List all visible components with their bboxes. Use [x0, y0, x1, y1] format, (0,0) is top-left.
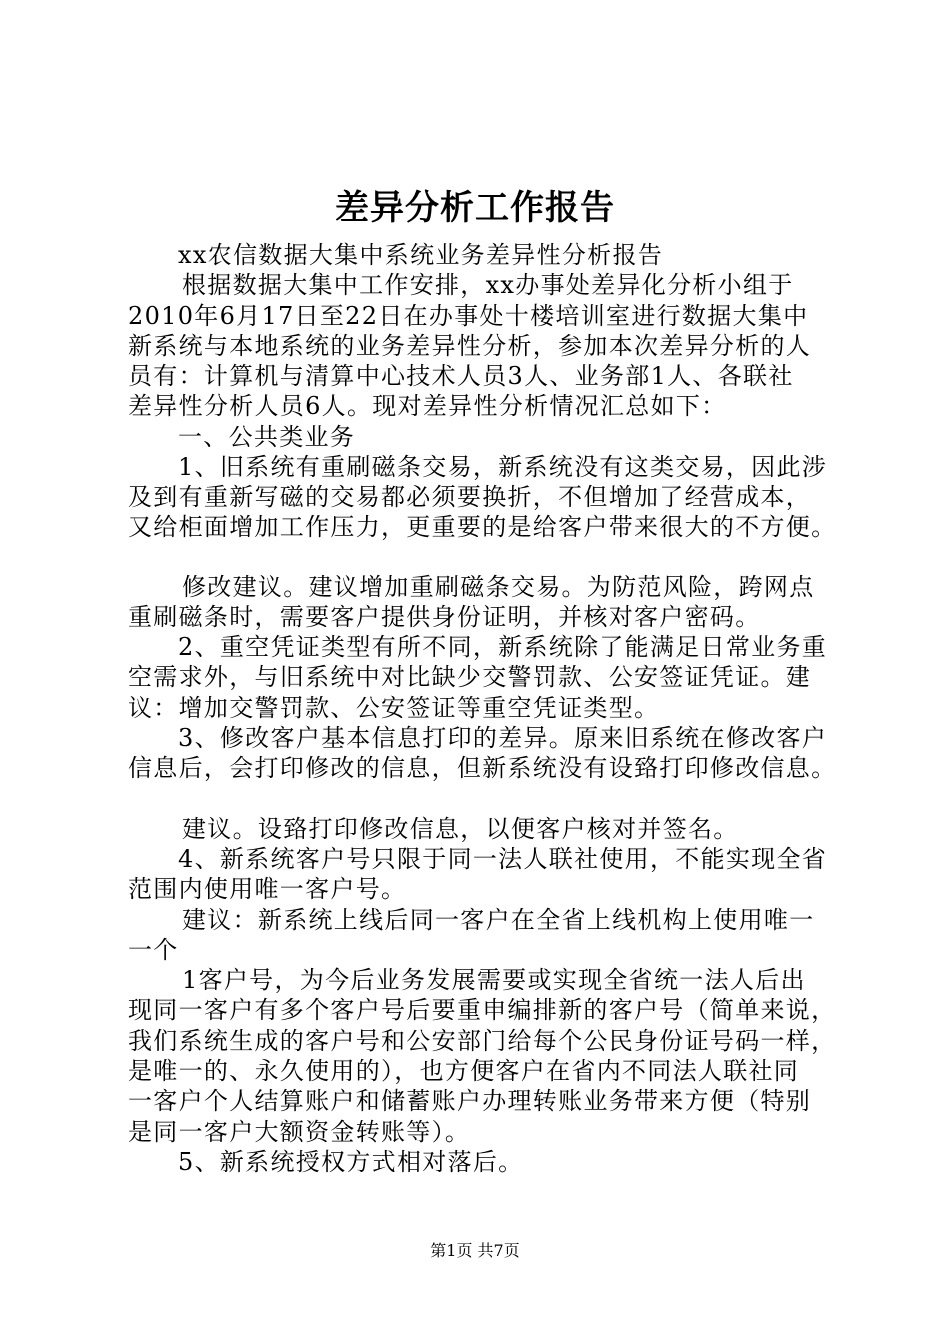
paragraph-line: 又给柜面增加工作压力，更重要的是给客户带来很大的不方便。	[128, 513, 837, 541]
paragraph-line: 信息后，会打印修改的信息，但新系统没有设臵打印修改信息。	[128, 754, 837, 782]
paragraph-line: 是唯一的、永久使用的），也方便客户在省内不同法人联社同	[128, 1057, 800, 1085]
paragraph-line: 范围内使用唯一客户号。	[128, 875, 407, 903]
paragraph-line: 2、重空凭证类型有所不同，新系统除了能满足日常业务重	[178, 633, 828, 661]
paragraph-line: 空需求外，与旧系统中对比缺少交警罚款、公安签证凭证。建	[128, 663, 812, 691]
paragraph-line: 新系统与本地系统的业务差异性分析，参加本次差异分析的人	[128, 332, 812, 360]
paragraph-line: 员有：计算机与清算中心技术人员3人、业务部1人、各联社	[128, 362, 794, 390]
paragraph-line: 我们系统生成的客户号和公安部门给每个公民身份证号码一样，	[128, 1027, 837, 1055]
paragraph-line: 建议：新系统上线后同一客户在全省上线机构上使用唯一	[182, 906, 815, 934]
paragraph-line: 现同一客户有多个客户号后要重申编排新的客户号（简单来说，	[128, 996, 837, 1024]
paragraph-line: 1客户号，为今后业务发展需要或实现全省统一法人后出	[182, 966, 806, 994]
document-title: 差异分析工作报告	[335, 188, 615, 228]
report-subtitle: xx农信数据大集中系统业务差异性分析报告	[178, 241, 664, 269]
paragraph-line: 4、新系统客户号只限于同一法人联社使用，不能实现全省	[178, 845, 828, 873]
page-number: 第1页 共7页	[430, 1241, 520, 1260]
paragraph-line: 修改建议。建议增加重刷磁条交易。为防范风险，跨网点	[182, 573, 815, 601]
section-heading: 一、公共类业务	[178, 423, 356, 451]
paragraph-line: 根据数据大集中工作安排，xx办事处差异化分析小组于	[182, 271, 794, 299]
paragraph-line: 及到有重新写磁的交易都必须要换折，不但增加了经营成本，	[128, 483, 812, 511]
paragraph-line: 3、修改客户基本信息打印的差异。原来旧系统在修改客户	[178, 724, 828, 752]
paragraph-line: 5、新系统授权方式相对落后。	[178, 1148, 524, 1176]
paragraph-line: 议：增加交警罚款、公安签证等重空凭证类型。	[128, 694, 660, 722]
paragraph-line: 重刷磁条时，需要客户提供身份证明，并核对客户密码。	[128, 603, 761, 631]
paragraph-line: 1、旧系统有重刷磁条交易，新系统没有这类交易，因此涉	[178, 453, 828, 481]
paragraph-line: 是同一客户大额资金转账等）。	[128, 1118, 471, 1146]
paragraph-line: 差异性分析人员6人。现对差异性分析情况汇总如下：	[128, 392, 727, 420]
paragraph-line: 2010年6月17日至22日在办事处十楼培训室进行数据大集中	[128, 302, 809, 330]
paragraph-line: 建议。设臵打印修改信息，以便客户核对并签名。	[182, 815, 739, 843]
paragraph-line: 一客户个人结算账户和储蓄账户办理转账业务带来方便（特别	[128, 1087, 812, 1115]
paragraph-line: 一个	[128, 936, 179, 964]
